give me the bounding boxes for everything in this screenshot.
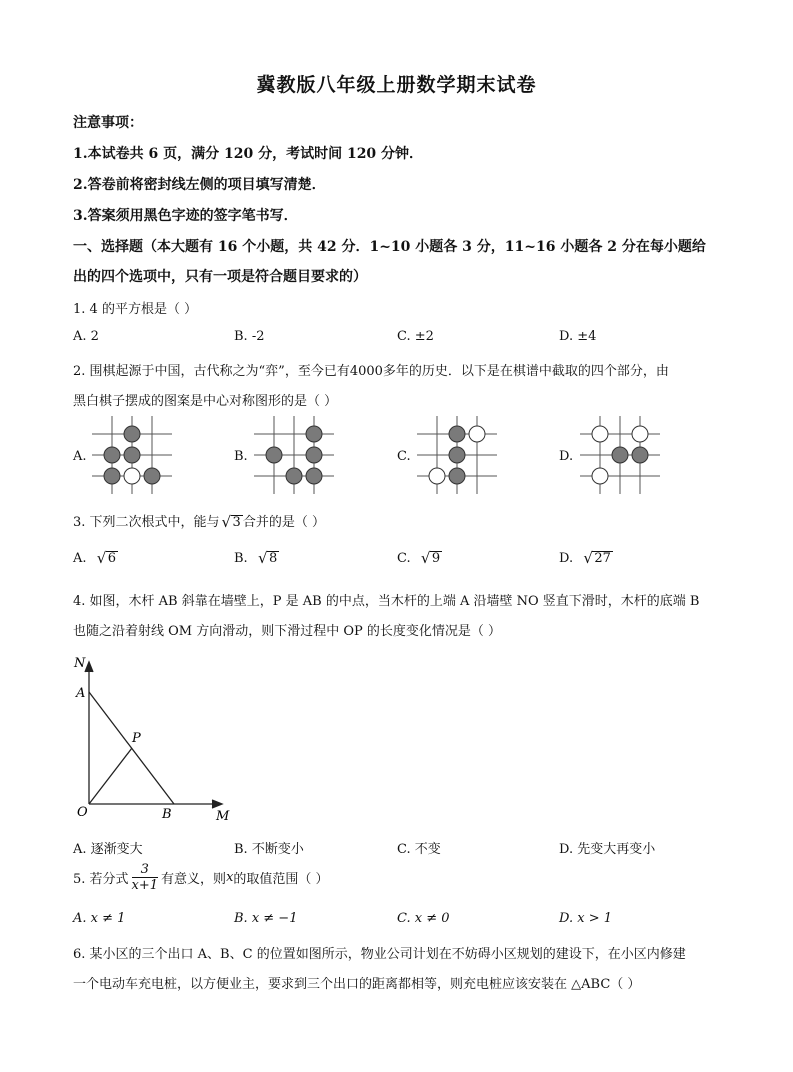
q2-label-d: D.: [559, 449, 574, 464]
q5-option-d: D. x > 1: [559, 911, 612, 926]
q3-option-c: C. √ 9: [397, 549, 441, 567]
section-heading: 一、选择题（本大题有 16 个小题，共 42 分．1~10 小题各 3 分，11~16 小题各 2 分在每小题给: [73, 239, 706, 255]
question-5-stem: 5. 若分式 $\frac{3}{x+1}$ 有意义，则x的取值范围（ ）: [73, 862, 329, 893]
question-2-stem: 2. 围棋起源于中国，古代称之为“弈”，至今已有4000多年的历史．以下是在棋谱中截取的四个部分，由: [73, 364, 669, 379]
question-2-stem-cont: 黑白棋子摆成的图案是中心对称图形的是（ ）: [73, 394, 338, 409]
q3-stem-text: 3. 下列二次根式中，能与: [73, 515, 220, 530]
section-heading-cont: 出的四个选项中，只有一项是符合题目要求的）: [73, 269, 367, 285]
q1-option-d: D. ±4: [559, 329, 597, 344]
sqrt-3: √ 3: [221, 513, 241, 531]
question-6-stem-cont: 一个电动车充电桩，以方便业主，要求到三个出口的距离都相等，则充电桩应该安装在 △ABC（ ）: [73, 977, 641, 992]
q4-option-d: D. 先变大再变小: [559, 842, 656, 857]
notice-item: 1.本试卷共 6 页，满分 120 分，考试时间 120 分钟．: [73, 146, 424, 162]
question-1-stem: 1. 4 的平方根是（ ）: [73, 302, 198, 317]
q3-option-d: D. √ 27: [559, 549, 611, 567]
go-board-a-figure: [88, 414, 176, 496]
label-P: P: [132, 731, 141, 746]
q2-label-c: C.: [397, 449, 411, 464]
label-O: O: [77, 805, 88, 820]
q2-label-b: B.: [234, 449, 248, 464]
label-B: B: [162, 807, 172, 822]
q2-label-a: A.: [73, 449, 87, 464]
q4-option-c: C. 不变: [397, 842, 441, 857]
go-board-c-figure: [413, 414, 501, 496]
go-board-d-figure: [576, 414, 664, 496]
question-3-stem: [73, 511, 325, 530]
fraction: $\frac{3}{x+1}$: [131, 862, 159, 893]
notice-item: 2.答卷前将密封线左侧的项目填写清楚．: [73, 177, 326, 193]
q3-option-b: B. √ 8: [234, 549, 278, 567]
q3-option-a: A. √ 6: [73, 549, 117, 567]
q3-stem-text-b: 合并的是（ ）: [242, 515, 325, 530]
q5-option-a: A. x ≠ 1: [73, 911, 126, 926]
label-N: N: [74, 656, 86, 671]
notice-heading: 注意事项：: [73, 115, 143, 131]
question-6-stem: 6. 某小区的三个出口 A、B、C 的位置如图所示，物业公司计划在不妨碍小区规划的建设下，在小区内修建: [73, 947, 686, 962]
question-4-stem-cont: 也随之沿着射线 OM 方向滑动，则下滑过程中 OP 的长度变化情况是（ ）: [73, 624, 502, 639]
label-A: A: [76, 686, 86, 701]
page-title: 冀教版八年级上册数学期末试卷: [256, 74, 537, 96]
question-4-stem: 4. 如图，木杆 AB 斜靠在墙壁上，P 是 AB 的中点，当木杆的上端 A 沿墙壁 NO 竖直下滑时，木杆的底端 B: [73, 594, 700, 609]
q5-option-c: C. x ≠ 0: [397, 911, 450, 926]
ladder-figure: [70, 650, 240, 825]
q5-option-b: B. x ≠ −1: [234, 911, 298, 926]
q4-option-a: A. 逐渐变大: [73, 842, 143, 857]
q1-option-b: B. -2: [234, 329, 265, 344]
label-M: M: [216, 809, 230, 824]
go-board-b-figure: [250, 414, 338, 496]
q4-option-b: B. 不断变小: [234, 842, 304, 857]
notice-item: 3.答案须用黑色字迹的签字笔书写．: [73, 208, 298, 224]
q1-option-a: A. 2: [73, 329, 99, 344]
q1-option-c: C. ±2: [397, 329, 434, 344]
